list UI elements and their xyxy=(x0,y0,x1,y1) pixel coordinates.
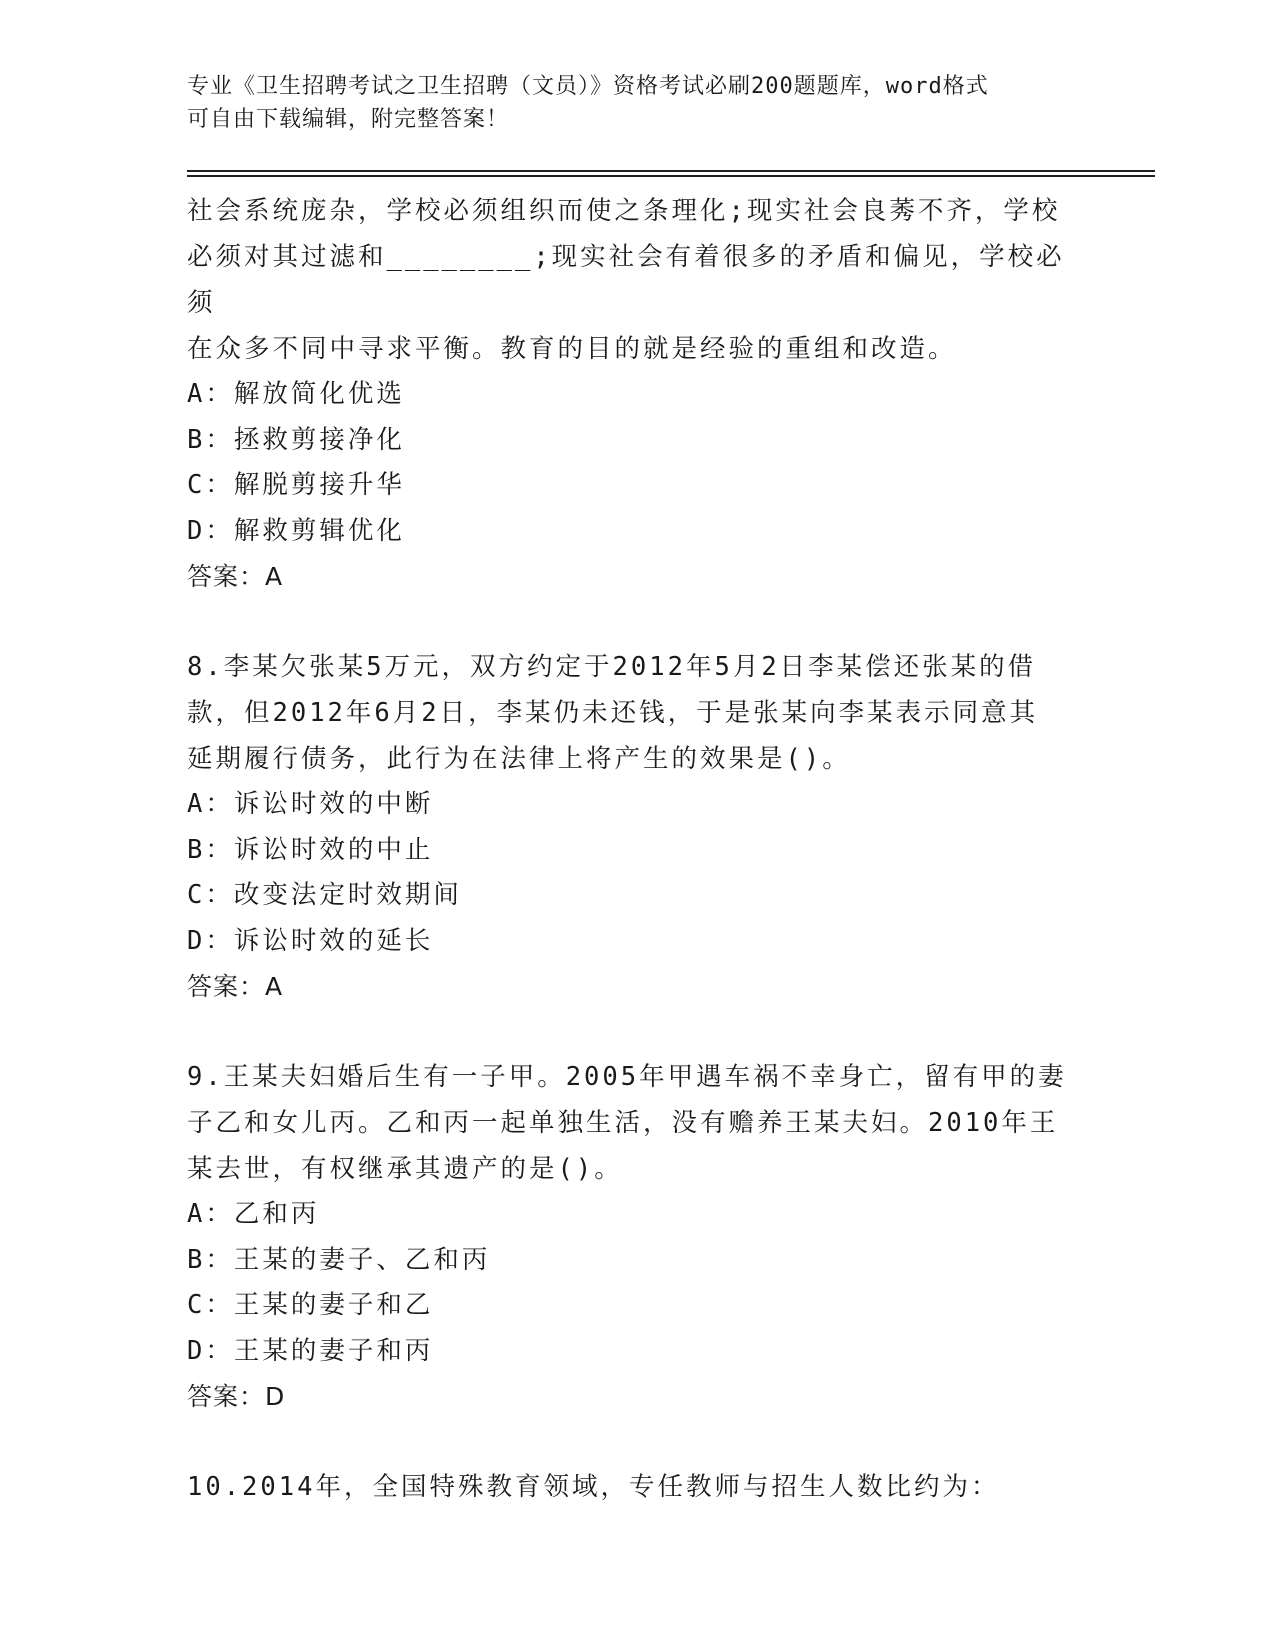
question-block xyxy=(187,1054,1067,1420)
stem-line: 子乙和女儿丙。乙和丙一起单独生活，没有赡养王某夫妇。2010年王 xyxy=(187,1108,1059,1138)
spacer xyxy=(187,1010,1067,1054)
stem-line: 社会系统庞杂，学校必须组织而使之条理化;现实社会良莠不齐，学校 xyxy=(187,196,1061,226)
question-stem xyxy=(187,188,1067,372)
option-a: A：诉讼时效的中断 xyxy=(187,789,434,819)
option-b: B：拯救剪接净化 xyxy=(187,424,405,455)
question-block xyxy=(187,644,1067,1010)
header-line-2: 可自由下载编辑，附完整答案！ xyxy=(187,107,510,132)
question-stem xyxy=(187,1054,1067,1192)
stem-line: 10.2014年，全国特殊教育领域，专任教师与招生人数比约为： xyxy=(187,1472,1000,1502)
option-d: D：解救剪辑优化 xyxy=(187,515,405,546)
answer-line: 答案：A xyxy=(187,972,284,1001)
question-stem xyxy=(187,644,1067,782)
stem-line: 在众多不同中寻求平衡。教育的目的就是经验的重组和改造。 xyxy=(187,334,957,364)
question-stem xyxy=(187,1464,1067,1510)
option-d: D：王某的妻子和丙 xyxy=(187,1335,434,1366)
spacer xyxy=(187,1420,1067,1464)
option-d: D：诉讼时效的延长 xyxy=(187,925,434,956)
option-b: B：诉讼时效的中止 xyxy=(187,834,434,865)
option-b: B：王某的妻子、乙和丙 xyxy=(187,1244,491,1275)
option-c: C：改变法定时效期间 xyxy=(187,880,462,910)
document-body xyxy=(187,188,1067,1510)
answer-line: 答案：A xyxy=(187,562,284,591)
document-header xyxy=(187,70,1067,136)
stem-line: 延期履行债务，此行为在法律上将产生的效果是()。 xyxy=(187,744,851,774)
spacer xyxy=(187,600,1067,644)
option-c: C：王某的妻子和乙 xyxy=(187,1290,434,1320)
stem-line: 9.王某夫妇婚后生有一子甲。2005年甲遇车祸不幸身亡，留有甲的妻 xyxy=(187,1062,1067,1092)
answer-line: 答案：D xyxy=(187,1382,286,1411)
stem-line: 必须对其过滤和________;现实社会有着很多的矛盾和偏见，学校必须 xyxy=(187,242,1065,318)
header-rule-top xyxy=(187,170,1155,172)
option-list xyxy=(187,782,1067,964)
option-list xyxy=(187,372,1067,554)
question-block xyxy=(187,188,1067,600)
option-c: C：解脱剪接升华 xyxy=(187,470,405,500)
option-a: A：解放简化优选 xyxy=(187,379,405,409)
header-line-1: 专业《卫生招聘考试之卫生招聘（文员）》资格考试必刷200题题库，word格式 xyxy=(187,74,989,99)
stem-line: 某去世，有权继承其遗产的是()。 xyxy=(187,1154,623,1184)
stem-line: 8.李某欠张某5万元，双方约定于2012年5月2日李某偿还张某的借 xyxy=(187,652,1037,682)
option-list xyxy=(187,1192,1067,1374)
header-rule-bottom xyxy=(187,175,1155,177)
option-a: A：乙和丙 xyxy=(187,1199,320,1229)
stem-line: 款，但2012年6月2日，李某仍未还钱，于是张某向李某表示同意其 xyxy=(187,698,1039,728)
question-block xyxy=(187,1464,1067,1510)
